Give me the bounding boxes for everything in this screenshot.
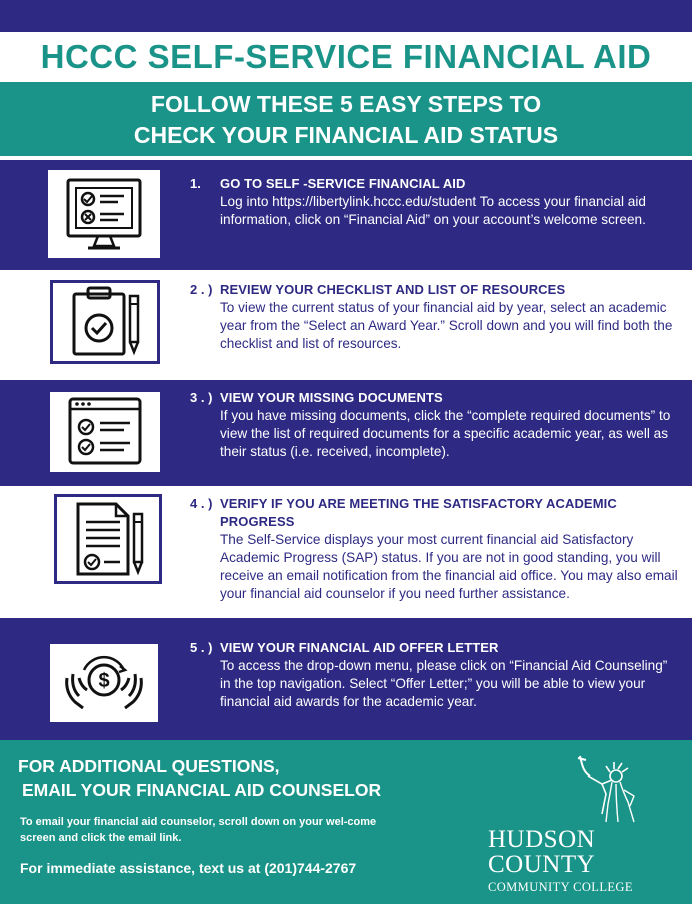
step-1	[0, 160, 692, 270]
step-body: The Self-Service displays your most current financial aid Satisfactory Academic Progress (SAP) status. If you are not in good standing, you will receive an email notification from the financial aid office. You may also email your financial aid counselor if you need further assistance.	[220, 532, 678, 601]
step-heading: VIEW YOUR FINANCIAL AID OFFER LETTER	[220, 640, 499, 655]
step-body: If you have missing documents, click the “complete required documents” to view the list of required documents for a specific academic year, as well as their status (i.e. received, incomplete).	[220, 408, 671, 459]
step-body: Log into https://libertylink.hccc.edu/student To access your financial aid information, click on “Financial Aid” on your account’s welcome screen.	[220, 194, 646, 227]
logo-line-hudson: HUDSON	[488, 826, 596, 853]
text-assistance: For immediate assistance, text us at (201)744-2767	[20, 860, 357, 876]
footer-heading-line-1: FOR ADDITIONAL QUESTIONS,	[18, 756, 280, 776]
subtitle-band	[0, 82, 692, 156]
statue-of-liberty-logo-icon	[572, 754, 662, 829]
step-4	[0, 486, 692, 618]
footer-heading	[18, 754, 381, 802]
step-2	[0, 270, 692, 380]
step-number: 3 . )	[190, 390, 213, 405]
step-3	[0, 380, 692, 486]
step-heading: VERIFY IF YOU ARE MEETING THE SATISFACTORY ACADEMIC PROGRESS	[220, 496, 617, 529]
clipboard-check-icon	[50, 280, 160, 364]
logo-line-community-college: COMMUNITY COLLEGE	[488, 880, 633, 894]
hccc-logo-text	[488, 827, 678, 895]
browser-checklist-icon	[50, 392, 160, 472]
subtitle-line-2: CHECK YOUR FINANCIAL AID STATUS	[133, 122, 559, 148]
step-body: To view the current status of your financial aid by year, select an academic year from the “Select an Award Year.” Scroll down and you will find both the checklist and list of resources.	[220, 300, 673, 351]
step-number: 1.	[190, 176, 201, 191]
step-heading: VIEW YOUR MISSING DOCUMENTS	[220, 390, 443, 405]
step-heading: GO TO SELF -SERVICE FINANCIAL AID	[220, 176, 466, 191]
step-number: 2 . )	[190, 282, 213, 297]
checklist-monitor-icon	[48, 170, 160, 258]
document-pen-icon	[54, 494, 162, 584]
top-bar	[0, 0, 692, 32]
subtitle-line-1: FOLLOW THESE 5 EASY STEPS TO	[150, 91, 542, 117]
footer-heading-line-2: EMAIL YOUR FINANCIAL AID COUNSELOR	[22, 780, 382, 800]
page-title: HCCC SELF-SERVICE FINANCIAL AID	[40, 38, 652, 75]
logo-line-county: COUNTY	[488, 851, 596, 878]
step-number: 5 . )	[190, 640, 213, 655]
step-number: 4 . )	[190, 496, 213, 511]
email-instructions: To email your financial aid counselor, scroll down on your wel-come screen and click the email link.	[20, 816, 377, 844]
step-body: To access the drop-down menu, please click on “Financial Aid Counseling” in the top navigation. Select “Offer Letter;” you will be able to view your financial aid awards for the academic year.	[220, 658, 668, 709]
step-5	[0, 618, 692, 740]
svg-text:$: $	[98, 670, 110, 692]
money-hands-icon	[50, 644, 158, 722]
step-heading: REVIEW YOUR CHECKLIST AND LIST OF RESOURCES	[220, 282, 566, 297]
footer	[0, 740, 692, 904]
